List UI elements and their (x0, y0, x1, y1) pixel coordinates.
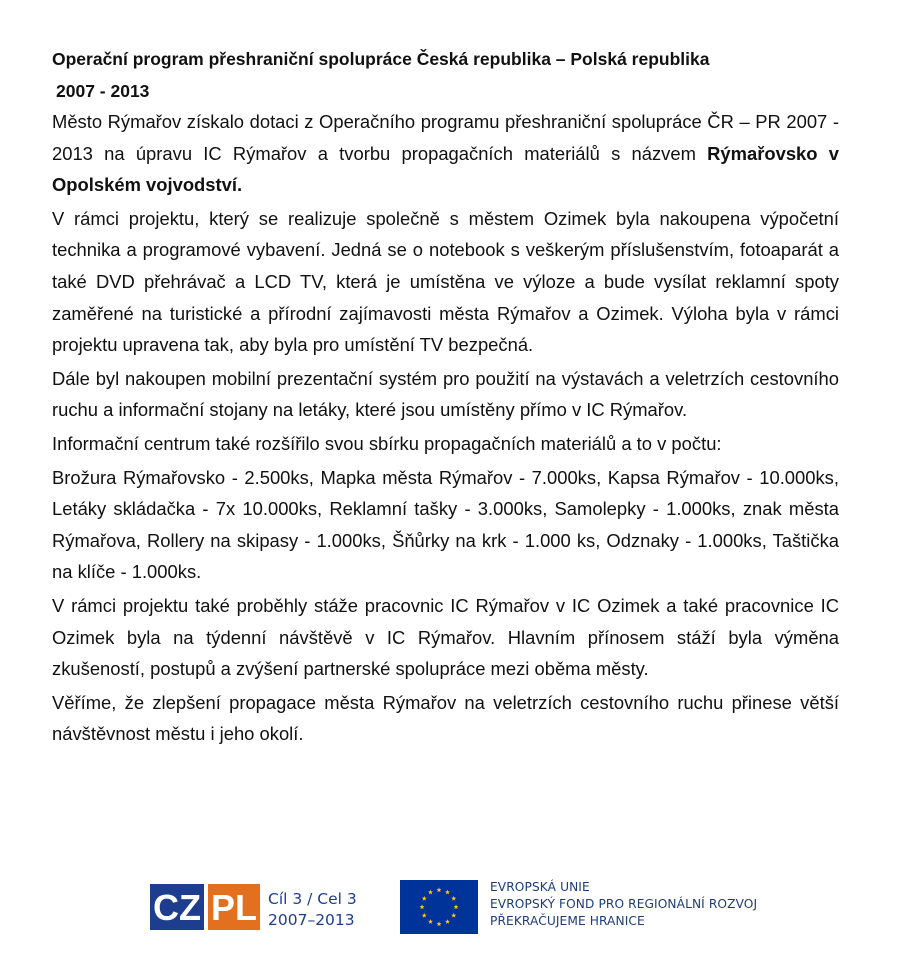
document-years: 2007 - 2013 (56, 81, 150, 101)
czpl-goal-label: Cíl 3 / Cel 3 (268, 890, 357, 908)
document-body (52, 44, 839, 750)
paragraph-materials-list: Brožura Rýmařovsko - 2.500ks, Mapka města Rýmařov - 7.000ks, Kapsa Rýmařov - 10.000ks, Letáky skládačka - 7x 10.000ks, Reklamní tašky - 3.000ks, Samolepky - 1.000ks, znak města Rýmařova, Rollery na skipasy - 1.000ks, Šňůrky na krk - 1.000 ks, Odznaky - 1.000ks, Taštička na klíče - 1.000ks. (52, 466, 839, 583)
document-title: Operační program přeshraniční spolupráce Česká republika – Polská republika (52, 49, 710, 69)
cz-label: CZ (153, 887, 201, 928)
paragraph-internships: V rámci projektu také proběhly stáže pracovnic IC Rýmařov v IC Ozimek a také pracovnice IC Ozimek byla na týdenní návštěvě v IC Rýmařov. Hlavním přínosem stáží byla výměna zkušeností, postupů a zvýšení partnerské spolupráce mezi oběma městy. (52, 594, 839, 680)
czpl-logo (150, 882, 390, 934)
paragraph-equipment: V rámci projektu, který se realizuje společně s městem Ozimek byla nakoupena výpočetní technika a programové vybavení. Jedná se o notebook s veškerým příslušenstvím, fotoaparát a také DVD přehrávač a LCD TV, která je umístěna ve výloze a bude vysílat reklamní spoty zaměřené na turistické a přírodní zajímavosti města Rýmařov a Ozimek. Výloha byla v rámci projektu upravena tak, aby byla pro umístění TV bezpečná. (52, 207, 839, 356)
eu-union-label: EVROPSKÁ UNIE (490, 880, 590, 894)
paragraph-presentation-system: Dále byl nakoupen mobilní prezentační systém pro použití na výstavách a veletrzích cestovního ruchu a informační stojany na letáky, které jsou umístěny přímo v IC Rýmařov. (52, 367, 839, 421)
project-name: Rýmařovsko v Opolském vojvodství. (52, 142, 839, 196)
czpl-period-label: 2007–2013 (268, 911, 355, 929)
paragraph-intro (52, 106, 839, 201)
footer-logos (150, 878, 790, 938)
paragraph-conclusion: Věříme, že zlepšení propagace města Rýmařov na veletrzích cestovního ruchu přinese větší návštěvnost městu i jeho okolí. (52, 691, 839, 745)
eu-logo (400, 880, 800, 936)
pl-label: PL (210, 887, 258, 928)
eu-motto-label: PŘEKRAČUJEME HRANICE (490, 914, 645, 928)
paragraph-materials-intro: Informační centrum také rozšířilo svou sbírku propagačních materiálů a to v počtu: (52, 432, 722, 454)
eu-text-block (490, 879, 757, 930)
paragraph-intro-text: Město Rýmařov získalo dotaci z Operačního programu přeshraniční spolupráce ČR – PR 2007 - 2013 na úpravu IC Rýmařov a tvorbu propagačních materiálů s názvem (52, 111, 839, 164)
eu-fund-label: EVROPSKÝ FOND PRO REGIONÁLNÍ ROZVOJ (490, 897, 758, 911)
eu-flag-icon (400, 880, 478, 934)
